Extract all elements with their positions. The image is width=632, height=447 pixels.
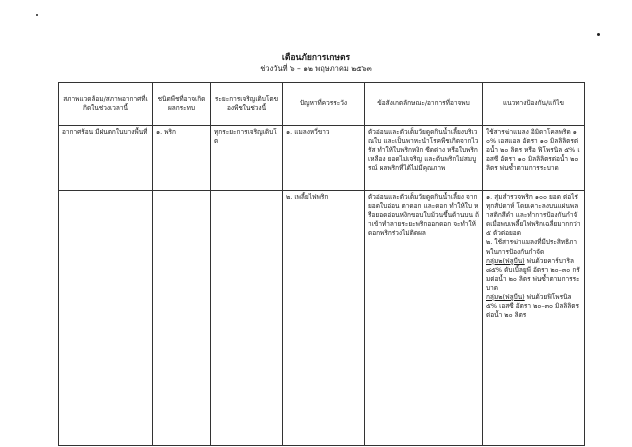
problem-cell: ๒. เพลี้ยไฟพริก xyxy=(283,191,365,446)
stage-cell xyxy=(211,191,283,446)
column-header: ระยะการเจริญเติบโตของพืชในช่วงนี้ xyxy=(211,83,283,126)
pest-alert-table xyxy=(58,82,585,446)
table-header-row xyxy=(59,83,585,126)
control-group-1 xyxy=(486,257,581,293)
column-header: ชนิดพืชที่อาจเกิดผลกระทบ xyxy=(153,83,211,126)
scan-speck xyxy=(36,14,38,16)
document-title: เตือนภัยการเกษตร xyxy=(281,53,351,63)
control-cell xyxy=(483,191,585,446)
control-step-2: ๒. ใช้สารฆ่าแมลงที่มีประสิทธิภาพในการป้องกันกำจัด xyxy=(486,238,578,256)
control-cell: ใช้สารฆ่าแมลง อิมิดาโคลพริด ๑๐% เอสแอล อัตรา ๑๐ มิลลิลิตรต่อน้ำ ๒๐ ลิตร หรือ ฟิโพรนิล ๕% เอสซี อัตรา ๑๐ มิลลิลิตรต่อน้ำ ๒๐ ลิตร พ่นซ้ำตามการระบาด xyxy=(483,126,585,191)
crop-cell xyxy=(153,191,211,446)
control-group-2-label: กลุ่ม๒(ฟลูบีน) xyxy=(486,293,525,302)
control-group-2 xyxy=(486,293,581,320)
control-group-1-label: กลุ่ม๒(ฟลูบีน) xyxy=(486,256,525,265)
column-header: ข้อสังเกตลักษณะ/อาการที่อาจพบ xyxy=(365,83,483,126)
column-header: แนวทางป้องกัน/แก้ไข xyxy=(483,83,585,126)
date-range: ช่วงวันที่ ๖ – ๑๒ พฤษภาคม ๒๕๖๓ xyxy=(260,64,372,73)
problem-cell: ๑. แมลงหวี่ขาว xyxy=(283,126,365,191)
control-group-2-text: พ่นด้วยฟิโพรนิล ๕% เอสซี อัตรา ๒๐–๓๐ มิลลิลิตรต่อน้ำ ๒๐ ลิตร xyxy=(486,293,579,320)
table-row xyxy=(59,126,585,191)
crop-cell: ๑. พริก xyxy=(153,126,211,191)
control-group-1-text: พ่นด้วยคาร์บาริล ๘๕% ดับเบิ้ลยูพี อัตรา ๒๐–๓๐ กรัมต่อน้ำ ๒๐ ลิตร พ่นซ้ำตามการระบาด xyxy=(486,256,580,292)
symptoms-cell: ตัวอ่อนและตัวเต็มวัยดูดกินน้ำเลี้ยงบริเวณใบ และเป็นพาหะนำโรคพืชเกิดจากไวรัส ทำให้ใบพริกหงิก ซีดด่าง หรือใบพริกเหลือง ยอดไม่เจริญ และต้นพริกไม่สมบูรณ์ ผลพริกที่ได้ไม่มีคุณภาพ xyxy=(365,126,483,191)
control-step-1: ๑. สุ่มสำรวจพริก ๑๐๐ ยอด ต่อไร่ ทุกสัปดาห์ โดยเคาะลงบนแผ่นพลาสติกสีดำ และทำการป้องกันกำจัดเมื่อพบเพลี้ยไฟพริกเฉลี่ยมากกว่า ๕ ตัวต่อยอด xyxy=(486,193,581,238)
column-header: สภาพแวดล้อม/สภาพอากาศที่เกิดในช่วงเวลานี้ xyxy=(59,83,153,126)
column-header: ปัญหาที่ควรระวัง xyxy=(283,83,365,126)
condition-cell: อากาศร้อน มีฝนตกในบางพื้นที่ xyxy=(59,126,153,191)
stage-cell: ทุกระยะการเจริญเติบโต xyxy=(211,126,283,191)
symptoms-cell: ตัวอ่อนและตัวเต็มวัยดูดกินน้ำเลี้ยง จากยอดใบอ่อน ตาดอก และดอก ทำให้ใบ หรือยอดอ่อนหงิกขอบใบม้วนขึ้นด้านบน ถ้าเข้าทำลายระยะพริกออกดอก จะทำให้ดอกพริกร่วงไม่ติดผล xyxy=(365,191,483,446)
table-row xyxy=(59,191,585,446)
scan-speck xyxy=(597,33,600,36)
condition-cell xyxy=(59,191,153,446)
